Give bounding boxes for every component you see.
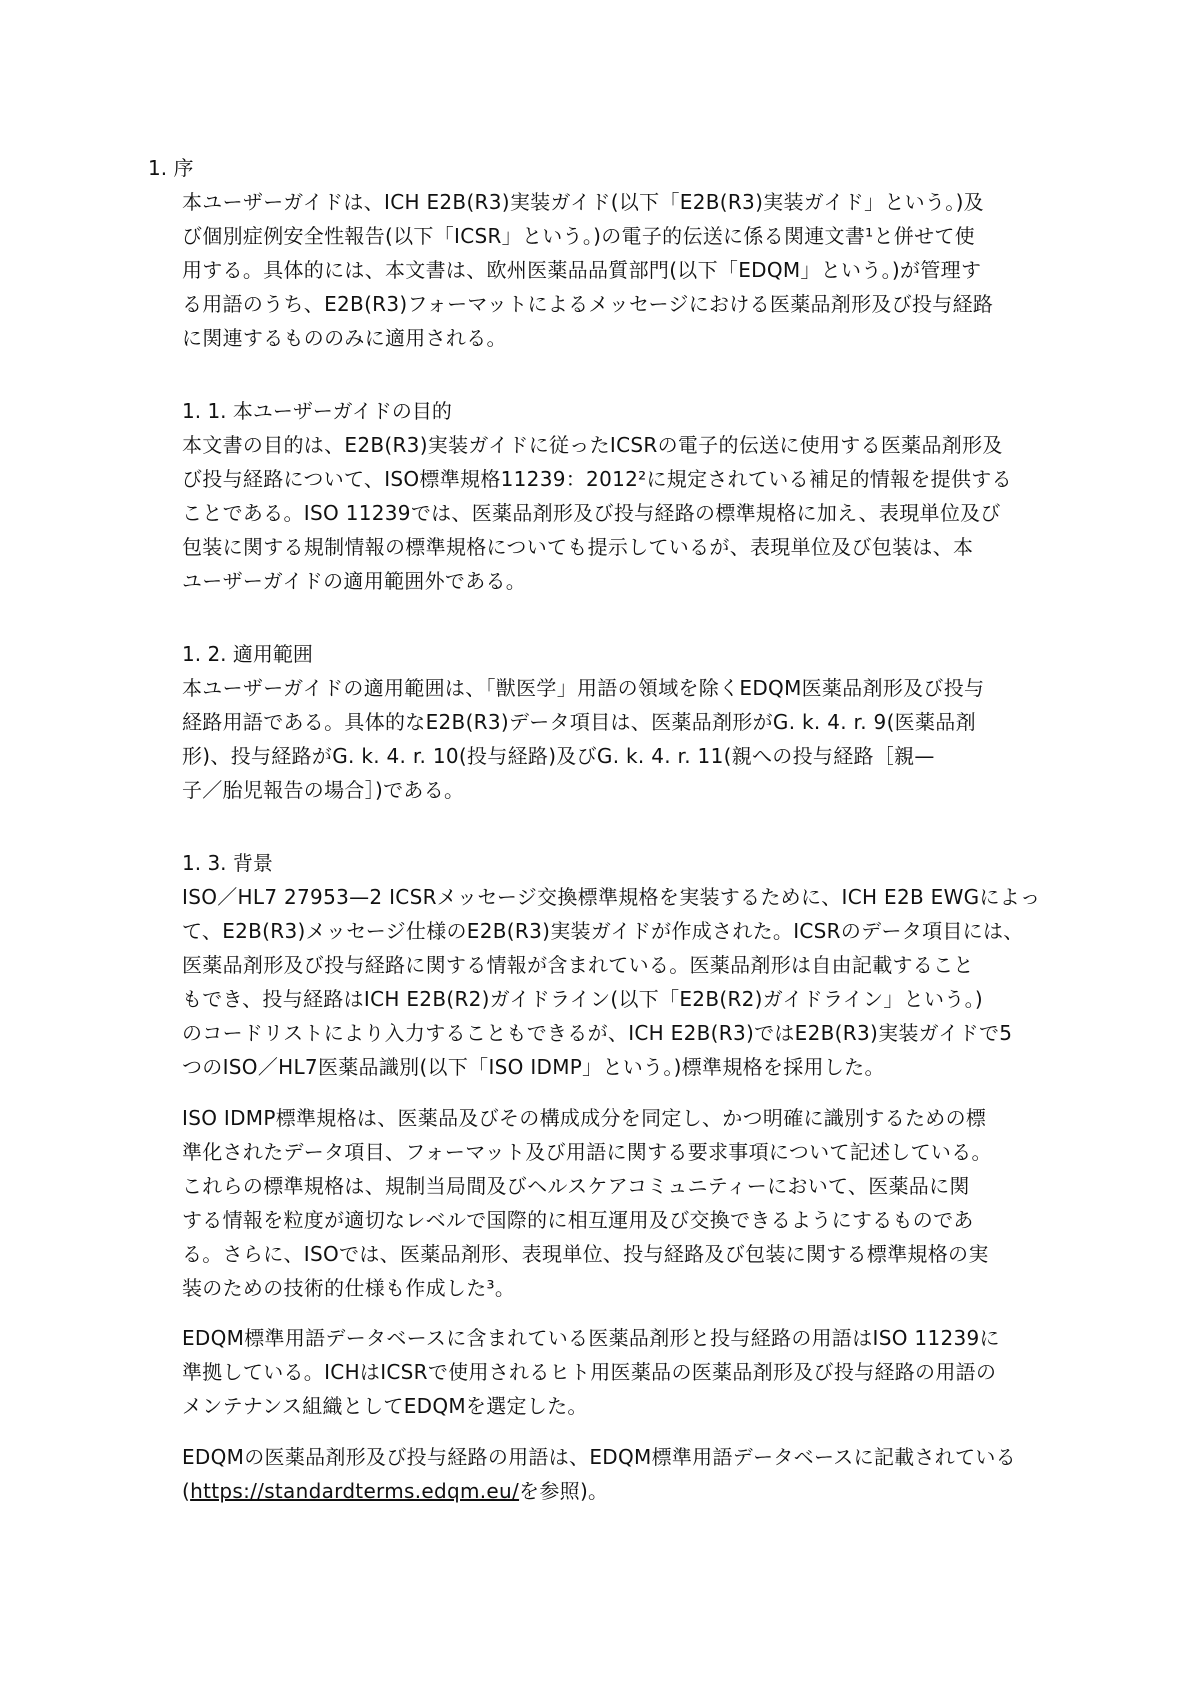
text-line: に関連するもののみに適用される。 bbox=[182, 326, 507, 350]
section-1-3-paragraph-1 bbox=[182, 880, 1041, 1084]
text-line: び投与経路について、ISO標準規格11239：2012²に規定されている補足的情報を提供する bbox=[182, 467, 1012, 491]
section-1-3-paragraph-3 bbox=[182, 1321, 1034, 1423]
section-1-1-paragraph bbox=[182, 428, 1034, 598]
text-line: る用語のうち、E2B(R3)フォーマットによるメッセージにおける医薬品剤形及び投与経路 bbox=[182, 292, 994, 316]
section-1-3-paragraph-4 bbox=[182, 1440, 1034, 1508]
text-line: ユーザーガイドの適用範囲外である。 bbox=[182, 569, 527, 593]
section-1-1-heading: 1. 1. 本ユーザーガイドの目的 bbox=[182, 399, 452, 423]
section-1-heading: 1. 序 bbox=[148, 156, 194, 180]
text-line: EDQM標準用語データベースに含まれている医薬品剤形と投与経路の用語はISO 11239に bbox=[182, 1326, 1000, 1350]
text-line: 本文書の目的は、E2B(R3)実装ガイドに従ったICSRの電子的伝送に使用する医薬品剤形及 bbox=[182, 433, 1003, 457]
text-line: 本ユーザーガイドは、ICH E2B(R3)実装ガイド(以下「E2B(R3)実装ガイド」という。)及 bbox=[182, 190, 984, 214]
text-line: 子／胎児報告の場合］)である。 bbox=[182, 778, 465, 802]
text-line: び個別症例安全性報告(以下「ICSR」という。)の電子的伝送に係る関連文書¹と併せて使 bbox=[182, 224, 975, 248]
text-line: する情報を粒度が適切なレベルで国際的に相互運用及び交換できるようにするものであ bbox=[182, 1208, 974, 1232]
text-line: ISO／HL7 27953—2 ICSRメッセージ交換標準規格を実装するために、ICH E2B EWGによっ bbox=[182, 885, 1041, 909]
text-line: 医薬品剤形及び投与経路に関する情報が含まれている。医薬品剤形は自由記載すること bbox=[182, 953, 974, 977]
section-1-3-heading: 1. 3. 背景 bbox=[182, 851, 273, 875]
link-suffix: を参照)。 bbox=[519, 1479, 609, 1503]
text-line: メンテナンス組織としてEDQMを選定した。 bbox=[182, 1394, 588, 1418]
text-line: 装のための技術的仕様も作成した³。 bbox=[182, 1276, 516, 1300]
text-line: のコードリストにより入力することもできるが、ICH E2B(R3)ではE2B(R3)実装ガイドで5 bbox=[182, 1021, 1013, 1045]
section-1-paragraph bbox=[182, 185, 1034, 355]
text-line: て、E2B(R3)メッセージ仕様のE2B(R3)実装ガイドが作成された。ICSRのデータ項目には、 bbox=[182, 919, 1024, 943]
text-line: る。さらに、ISOでは、医薬品剤形、表現単位、投与経路及び包装に関する標準規格の実 bbox=[182, 1242, 989, 1266]
text-line: 経路用語である。具体的なE2B(R3)データ項目は、医薬品剤形がG. k. 4. r. 9(医薬品剤 bbox=[182, 710, 976, 734]
text-line: 形)、投与経路がG. k. 4. r. 10(投与経路)及びG. k. 4. r. 11(親への投与経路［親— bbox=[182, 744, 935, 768]
text-line: 用する。具体的には、本文書は、欧州医薬品品質部門(以下「EDQM」という。)が管理す bbox=[182, 258, 982, 282]
text-line: もでき、投与経路はICH E2B(R2)ガイドライン(以下「E2B(R2)ガイドライン」という。) bbox=[182, 987, 983, 1011]
text-line: ISO IDMP標準規格は、医薬品及びその構成成分を同定し、かつ明確に識別するための標 bbox=[182, 1106, 987, 1130]
text-line: ことである。ISO 11239では、医薬品剤形及び投与経路の標準規格に加え、表現単位及び bbox=[182, 501, 1001, 525]
section-1-2-paragraph bbox=[182, 671, 1034, 807]
text-line: つのISO／HL7医薬品識別(以下「ISO IDMP」という。)標準規格を採用した。 bbox=[182, 1055, 885, 1079]
text-line: EDQMの医薬品剤形及び投与経路の用語は、EDQM標準用語データベースに記載されている bbox=[182, 1445, 1016, 1469]
text-line: これらの標準規格は、規制当局間及びヘルスケアコミュニティーにおいて、医薬品に関 bbox=[182, 1174, 970, 1198]
edqm-standard-terms-link[interactable]: https://standardterms.edqm.eu/ bbox=[190, 1479, 520, 1503]
section-1-2-heading: 1. 2. 適用範囲 bbox=[182, 642, 313, 666]
text-line: 本ユーザーガイドの適用範囲は、「獣医学」用語の領域を除くEDQM医薬品剤形及び投与 bbox=[182, 676, 985, 700]
text-line bbox=[182, 1474, 1034, 1508]
open-paren: ( bbox=[182, 1479, 191, 1503]
section-1-3-paragraph-2 bbox=[182, 1101, 1034, 1305]
text-line: 準化されたデータ項目、フォーマット及び用語に関する要求事項について記述している。 bbox=[182, 1140, 992, 1164]
text-line: 包装に関する規制情報の標準規格についても提示しているが、表現単位及び包装は、本 bbox=[182, 535, 974, 559]
text-line: 準拠している。ICHはICSRで使用されるヒト用医薬品の医薬品剤形及び投与経路の用語の bbox=[182, 1360, 997, 1384]
